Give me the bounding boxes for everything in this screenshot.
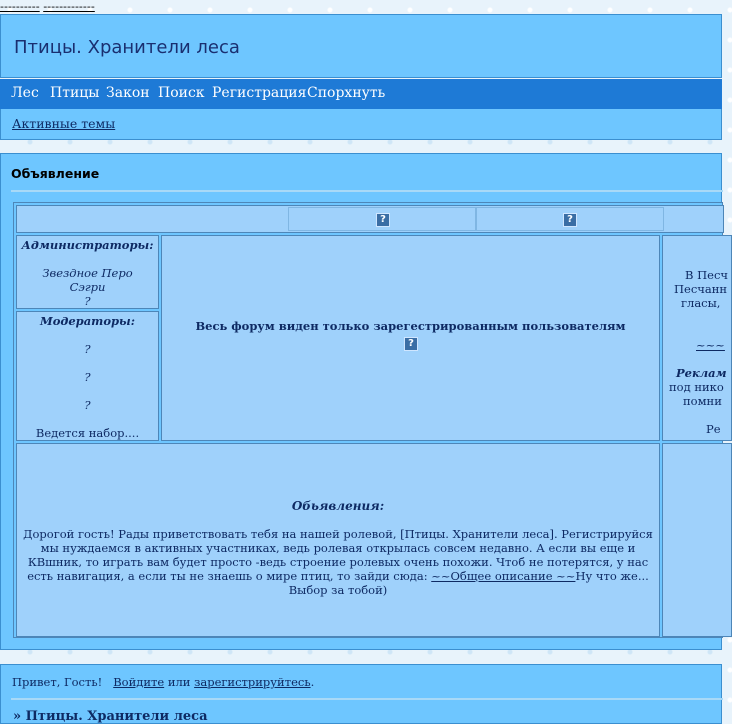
site-title: Птицы. Хранители леса — [14, 37, 240, 58]
nav-item-flyaway[interactable]: Спорхнуть — [307, 85, 386, 101]
top-row-cell-2 — [476, 207, 664, 231]
admin-name: Звездное Перо — [42, 266, 133, 280]
or-text: или — [167, 675, 191, 689]
notices-cell — [16, 443, 660, 637]
admins-cell — [16, 235, 159, 309]
broken-image-icon: ? — [376, 213, 390, 227]
right-info-cell — [662, 235, 732, 441]
right-text: под нико — [669, 380, 724, 394]
admin-name: Сэгри — [69, 280, 106, 294]
guest-greeting — [12, 675, 314, 689]
right-text: Ре — [706, 422, 721, 436]
general-description-link[interactable]: ~~Общее описание ~~ — [431, 569, 576, 583]
announcement-table — [13, 202, 728, 638]
nav-item-birds[interactable]: Птицы — [50, 85, 100, 101]
notices-body — [23, 527, 653, 597]
moderator-name: ? — [84, 398, 91, 412]
footer-bar — [0, 664, 722, 724]
right-text: гласы, — [681, 296, 721, 310]
moderators-heading: Модераторы: — [39, 314, 136, 328]
ad-heading: Реклам — [676, 366, 727, 380]
admins-heading: Администраторы: — [21, 238, 154, 252]
broken-image-icon: ? — [404, 337, 418, 351]
sub-bar — [0, 109, 722, 140]
period-text: . — [310, 675, 315, 689]
forum-header — [0, 14, 722, 78]
moderator-name: ? — [84, 342, 91, 356]
main-nav — [0, 79, 722, 109]
moderator-name: ? — [84, 370, 91, 384]
top-link-2[interactable]: ------------- — [43, 0, 95, 13]
nav-item-register[interactable]: Регистрация — [212, 85, 307, 101]
login-link[interactable]: Войдите — [113, 675, 165, 689]
moderators-cell — [16, 311, 159, 441]
top-row-cell-1 — [288, 207, 476, 231]
right-text: Песчанн — [674, 282, 728, 296]
registered-only-notice: Весь форум виден только зарегестрированным пользователям — [195, 319, 626, 333]
notices-text-end: Ну что же... Выбор за тобой) — [288, 569, 649, 597]
footer-divider — [11, 698, 723, 700]
right-text: помни — [683, 394, 722, 408]
active-topics-link[interactable]: Активные темы — [12, 116, 116, 131]
top-links — [0, 0, 95, 14]
broken-image-icon: ? — [563, 213, 577, 227]
top-link-1[interactable]: ---------- — [0, 0, 40, 13]
register-link[interactable]: зарегистрируйтесь — [194, 675, 311, 689]
greeting-text: Привет, Гость! — [12, 675, 103, 689]
announcement-title: Объявление — [11, 166, 100, 181]
right-text: В Песч — [685, 268, 728, 282]
notices-text: Дорогой гость! Рады приветствовать тебя на нашей ролевой, [Птицы. Хранители леса]. Регистрируйся мы нуждаемся в активных участниках, ведь ролевая открылась совсем недавно. А если вы еще и КВшник, то играть вам будет просто -ведь строение ролевых очень похожи. Чтоб не потерятся, у нас есть навигация, а если ты не знаешь о мире птиц, то зайди сюда: — [23, 527, 653, 583]
notices-right-cell — [662, 443, 732, 637]
moderators-recruiting: Ведется набор.... — [35, 426, 140, 440]
admin-name: ? — [84, 294, 91, 308]
breadcrumb: » Птицы. Хранители леса — [13, 709, 208, 724]
nav-item-law[interactable]: Закон — [106, 85, 150, 101]
notices-heading: Обьявления: — [291, 499, 385, 513]
nav-item-forest[interactable]: Лес — [11, 85, 39, 101]
announcement-section — [0, 153, 728, 650]
right-link[interactable]: ~~~ — [696, 338, 725, 352]
center-cell — [161, 235, 660, 441]
nav-item-search[interactable]: Поиск — [158, 85, 205, 101]
top-row — [16, 205, 724, 233]
announcement-divider — [11, 190, 723, 192]
